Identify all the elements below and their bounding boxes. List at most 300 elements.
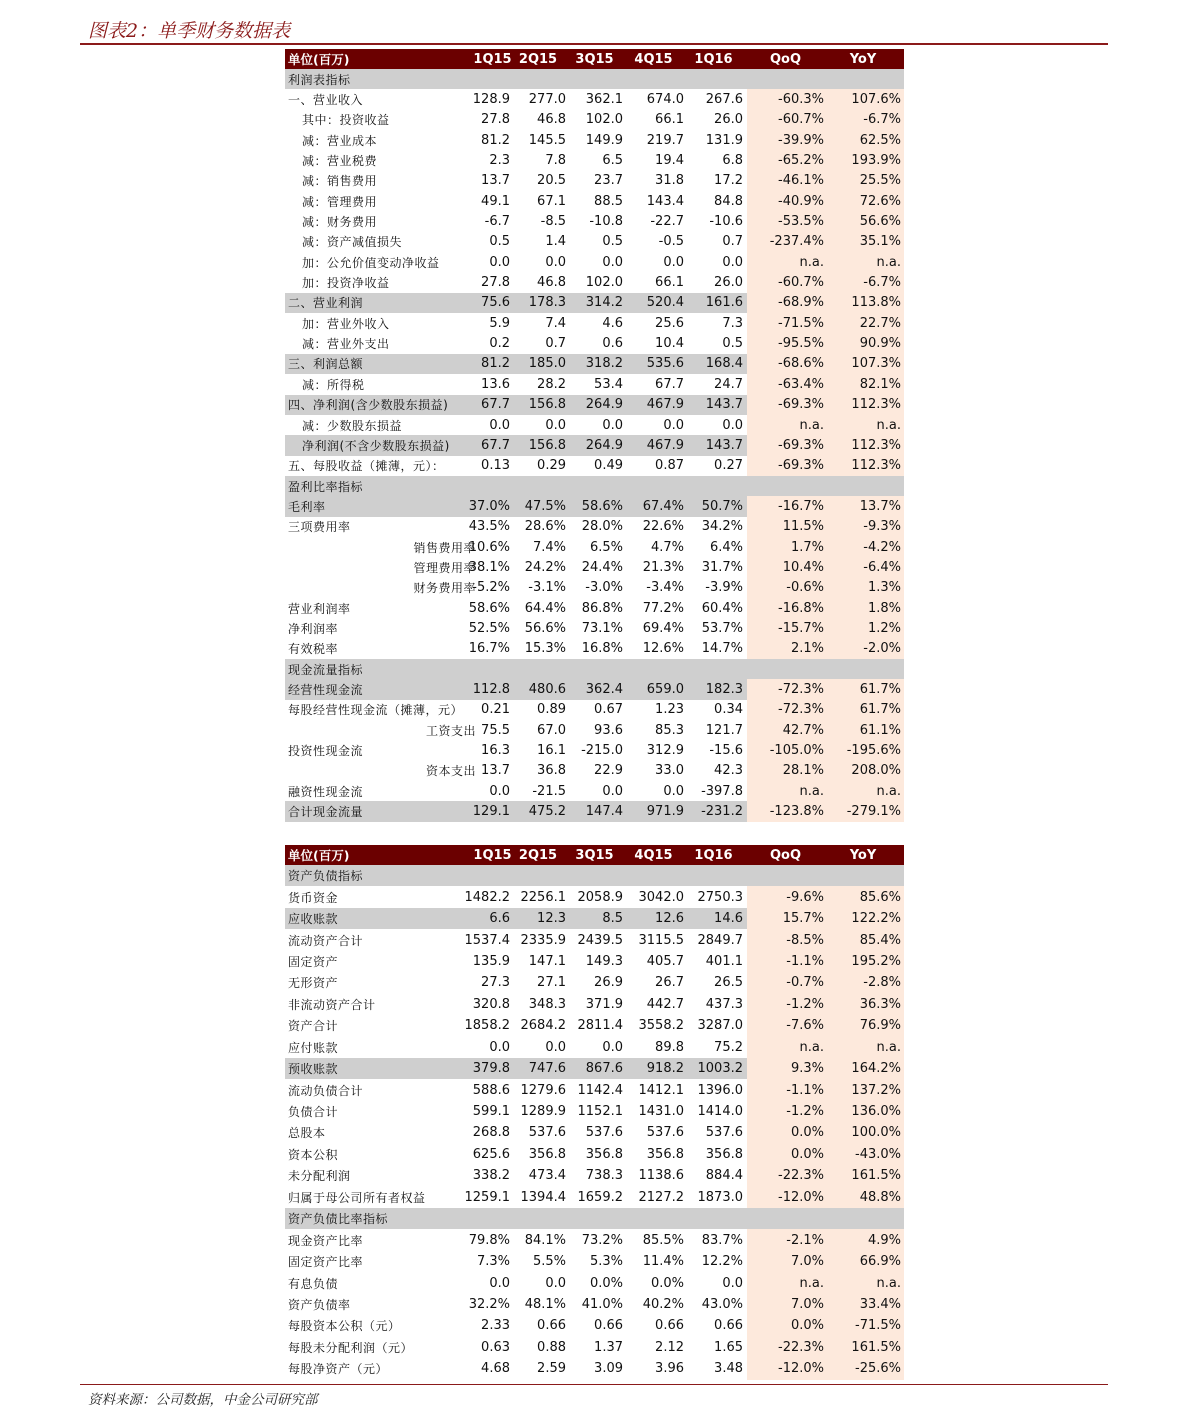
cell-qoq: -60.3% (778, 92, 824, 108)
section-label: 利润表指标 (288, 72, 351, 87)
cell-1q15: 379.8 (472, 1061, 510, 1077)
cell-2q15: 46.8 (537, 275, 566, 291)
cell-3q15: 2058.9 (577, 889, 623, 905)
cell-yoy: 66.9% (859, 1254, 901, 1270)
cell-4q15: 69.4% (642, 620, 684, 636)
cell-1q16: 83.7% (701, 1232, 743, 1248)
table-row (285, 1122, 904, 1143)
cell-yoy: -9.3% (863, 519, 901, 535)
cell-2q15: 0.7 (545, 336, 566, 352)
cell-1q16: 53.7% (701, 620, 743, 636)
row-label: 减：少数股东损益 (302, 418, 403, 433)
cell-1q15: 338.2 (472, 1168, 510, 1184)
cell-4q15: 89.8 (655, 1039, 684, 1055)
cell-yoy: 85.6% (859, 889, 901, 905)
cell-1q16: 0.66 (714, 1318, 743, 1334)
table-row (285, 1337, 904, 1358)
cell-4q15: 2.12 (655, 1339, 684, 1355)
table-row (285, 211, 904, 231)
cell-qoq: 15.7% (782, 911, 824, 927)
row-label: 加：投资净收益 (302, 276, 390, 291)
cell-yoy: n.a. (876, 1275, 901, 1291)
cell-qoq: -237.4% (769, 234, 824, 250)
cell-2q15: 156.8 (528, 397, 566, 413)
cell-2q15: 7.4% (532, 539, 566, 555)
cell-2q15: 0.29 (537, 458, 566, 474)
cell-1q15: 75.5 (481, 722, 510, 738)
cell-qoq: -40.9% (778, 193, 824, 209)
cell-yoy: 76.9% (859, 1018, 901, 1034)
cell-qoq: 9.3% (790, 1061, 824, 1077)
cell-1q15: 52.5% (468, 620, 510, 636)
cell-3q15: 2439.5 (577, 932, 623, 948)
cell-4q15: 1.23 (655, 702, 684, 718)
header-qoq: QoQ (769, 847, 802, 863)
cell-3q15: 738.3 (585, 1168, 623, 1184)
table-row (285, 1272, 904, 1293)
cell-3q15: 362.1 (585, 92, 623, 108)
cell-4q15: 3115.5 (638, 932, 684, 948)
cell-4q15: 520.4 (646, 295, 684, 311)
cell-1q15: 1858.2 (464, 1018, 510, 1034)
cell-1q16: 143.7 (705, 397, 743, 413)
cell-4q15: 66.1 (655, 112, 684, 128)
header-yoy: YoY (849, 51, 877, 67)
row-label: 流动资产合计 (288, 933, 364, 948)
table-row (285, 740, 904, 760)
header-4q15: 4Q15 (634, 847, 673, 863)
section-header-row (285, 1208, 904, 1229)
table-row (285, 557, 904, 577)
table-row (285, 313, 904, 333)
cell-1q16: 0.27 (714, 458, 743, 474)
cell-yoy: 22.7% (859, 315, 901, 331)
table-row (285, 374, 904, 394)
cell-1q15: 0.2 (489, 336, 510, 352)
section-header-row (285, 659, 904, 679)
cell-4q15: 0.0 (663, 254, 684, 270)
cell-4q15: 77.2% (642, 600, 684, 616)
cell-4q15: 467.9 (646, 437, 684, 453)
cell-1q16: 0.0 (722, 417, 743, 433)
cell-1q15: 0.0 (489, 1275, 510, 1291)
cell-2q15: 147.1 (528, 953, 566, 969)
cell-1q15: 268.8 (472, 1125, 510, 1141)
row-label: 三项费用率 (288, 520, 351, 535)
cell-1q15: 0.0 (489, 417, 510, 433)
cell-3q15: 58.6% (581, 498, 623, 514)
row-label: 管理费用率 (413, 560, 476, 575)
cell-qoq: -1.2% (786, 1104, 824, 1120)
cell-3q15: 102.0 (585, 275, 623, 291)
cell-yoy: 13.7% (859, 498, 901, 514)
row-label: 四、净利润(含少数股东损益) (288, 398, 449, 413)
cell-4q15: 1138.6 (638, 1168, 684, 1184)
table-row (285, 354, 904, 374)
cell-4q15: -3.4% (646, 580, 684, 596)
row-label: 一、营业收入 (288, 93, 364, 108)
cell-4q15: 40.2% (642, 1296, 684, 1312)
cell-qoq: -63.4% (778, 376, 824, 392)
header-yoy: YoY (849, 847, 877, 863)
cell-3q15: 362.4 (585, 681, 623, 697)
row-label: 预收账款 (288, 1062, 339, 1077)
table-row (285, 415, 904, 435)
table-row (285, 886, 904, 907)
row-label: 固定资产 (288, 954, 339, 969)
cell-yoy: 137.2% (851, 1082, 901, 1098)
cell-yoy: 164.2% (851, 1061, 901, 1077)
cell-3q15: 23.7 (594, 173, 623, 189)
cell-3q15: 93.6 (594, 722, 623, 738)
cell-yoy: 85.4% (859, 932, 901, 948)
row-label: 负债合计 (288, 1105, 339, 1120)
cell-2q15: 7.4 (545, 315, 566, 331)
header-2q15: 2Q15 (518, 847, 558, 863)
cell-1q16: 0.0 (722, 1275, 743, 1291)
cell-3q15: -10.8 (589, 214, 623, 230)
table-row (285, 232, 904, 252)
cell-1q16: 1414.0 (697, 1104, 743, 1120)
row-label: 无形资产 (288, 976, 339, 991)
cell-1q16: 0.34 (714, 702, 743, 718)
row-label: 资本支出 (425, 764, 476, 779)
row-label: 每股未分配利润（元） (288, 1340, 414, 1355)
row-label: 资本公积 (288, 1147, 339, 1162)
cell-1q16: -397.8 (701, 783, 743, 799)
cell-3q15: 2811.4 (577, 1018, 623, 1034)
cell-1q15: 67.7 (481, 437, 510, 453)
table-row (285, 252, 904, 272)
cell-2q15: 2335.9 (520, 932, 566, 948)
cell-1q16: 14.6 (714, 911, 743, 927)
cell-qoq: 10.4% (782, 559, 824, 575)
row-label: 减：财务费用 (302, 215, 378, 230)
cell-1q15: 13.6 (481, 376, 510, 392)
cell-qoq: -72.3% (778, 702, 824, 718)
cell-qoq: n.a. (799, 1039, 824, 1055)
cell-4q15: 3.96 (655, 1361, 684, 1377)
cell-3q15: 1.37 (594, 1339, 623, 1355)
cell-1q15: 129.1 (472, 804, 510, 820)
cell-1q15: 320.8 (472, 996, 510, 1012)
cell-2q15: 747.6 (528, 1061, 566, 1077)
cell-1q16: 26.5 (714, 975, 743, 991)
cell-yoy: n.a. (876, 254, 901, 270)
cell-yoy: 82.1% (859, 376, 901, 392)
row-label: 总股本 (288, 1126, 326, 1141)
table-row (285, 618, 904, 638)
cell-qoq: -16.7% (778, 498, 824, 514)
cell-1q15: -5.2% (472, 580, 510, 596)
cell-1q15: 1259.1 (464, 1189, 510, 1205)
cell-4q15: 3558.2 (638, 1018, 684, 1034)
table-row (285, 929, 904, 950)
cell-2q15: 67.0 (537, 722, 566, 738)
row-label: 合计现金流量 (288, 805, 364, 820)
cell-qoq: -95.5% (778, 336, 824, 352)
cell-2q15: 15.3% (524, 641, 566, 657)
cell-1q16: 26.0 (714, 275, 743, 291)
cell-4q15: 143.4 (646, 193, 684, 209)
cell-3q15: 149.9 (585, 132, 623, 148)
cell-3q15: 3.09 (594, 1361, 623, 1377)
table-row (285, 1144, 904, 1165)
cell-3q15: 867.6 (585, 1061, 623, 1077)
cell-1q16: 26.0 (714, 112, 743, 128)
cell-yoy: -279.1% (846, 804, 901, 820)
cell-1q16: 401.1 (705, 953, 743, 969)
cell-1q15: 13.7 (481, 173, 510, 189)
cell-3q15: 6.5% (589, 539, 623, 555)
row-label: 工资支出 (425, 723, 476, 738)
cell-4q15: 405.7 (646, 953, 684, 969)
header-1q15: 1Q15 (473, 51, 512, 67)
header-unit-label: 单位(百万) (288, 52, 350, 67)
cell-4q15: 4.7% (650, 539, 684, 555)
cell-3q15: 147.4 (585, 804, 623, 820)
cell-yoy: -6.7% (863, 275, 901, 291)
cell-4q15: 31.8 (655, 173, 684, 189)
cell-1q15: 1537.4 (464, 932, 510, 948)
cell-1q16: 1396.0 (697, 1082, 743, 1098)
cell-1q16: 84.8 (714, 193, 743, 209)
cell-3q15: 22.9 (594, 763, 623, 779)
cell-2q15: 47.5% (524, 498, 566, 514)
cell-2q15: 28.6% (524, 519, 566, 535)
cell-1q15: -6.7 (484, 214, 510, 230)
cell-3q15: 1152.1 (577, 1104, 623, 1120)
cell-yoy: 61.7% (859, 681, 901, 697)
table-row (285, 191, 904, 211)
cell-1q15: 13.7 (481, 763, 510, 779)
cell-qoq: -2.1% (786, 1232, 824, 1248)
cell-1q16: 1003.2 (697, 1061, 743, 1077)
row-label: 资产负债率 (288, 1297, 351, 1312)
cell-qoq: 7.0% (790, 1254, 824, 1270)
cell-yoy: 61.1% (859, 722, 901, 738)
header-3q15: 3Q15 (575, 51, 614, 67)
section-label: 资产负债指标 (288, 869, 364, 884)
row-label: 每股资本公积（元） (288, 1319, 401, 1334)
cell-yoy: 33.4% (859, 1296, 901, 1312)
section-header-row (285, 69, 904, 89)
row-label: 融资性现金流 (288, 784, 364, 799)
cell-1q16: -231.2 (701, 804, 743, 820)
cell-1q15: 79.8% (468, 1232, 510, 1248)
cell-1q16: 14.7% (701, 641, 743, 657)
cell-1q15: 37.0% (468, 498, 510, 514)
cell-1q15: 2.33 (481, 1318, 510, 1334)
cell-qoq: -7.6% (786, 1018, 824, 1034)
table-row (285, 130, 904, 150)
cell-qoq: -0.6% (786, 580, 824, 596)
cell-qoq: n.a. (799, 417, 824, 433)
cell-4q15: 2127.2 (638, 1189, 684, 1205)
cell-1q15: 27.8 (481, 112, 510, 128)
table-row (285, 517, 904, 537)
cell-4q15: -0.5 (658, 234, 684, 250)
cell-qoq: -12.0% (778, 1189, 824, 1205)
cell-1q16: 7.3 (722, 315, 743, 331)
cell-1q16: 6.8 (722, 153, 743, 169)
cell-3q15: 41.0% (581, 1296, 623, 1312)
cell-1q16: 50.7% (701, 498, 743, 514)
cell-2q15: 67.1 (537, 193, 566, 209)
cell-4q15: -22.7 (650, 214, 684, 230)
cell-qoq: 0.0% (790, 1146, 824, 1162)
cell-3q15: 24.4% (581, 559, 623, 575)
cell-yoy: -195.6% (846, 743, 901, 759)
table-row (285, 1294, 904, 1315)
cell-yoy: 113.8% (851, 295, 901, 311)
table-row (285, 89, 904, 109)
cell-1q15: 112.8 (472, 681, 510, 697)
table-row (285, 972, 904, 993)
cell-1q16: 267.6 (705, 92, 743, 108)
cell-3q15: 0.67 (594, 702, 623, 718)
cell-qoq: -46.1% (778, 173, 824, 189)
cell-yoy: 61.7% (859, 702, 901, 718)
cell-qoq: -60.7% (778, 112, 824, 128)
cell-1q15: 38.1% (468, 559, 510, 575)
header-1q15: 1Q15 (473, 847, 512, 863)
cell-4q15: 33.0 (655, 763, 684, 779)
cell-4q15: 85.5% (642, 1232, 684, 1248)
cell-yoy: 56.6% (859, 214, 901, 230)
cell-4q15: 0.0 (663, 783, 684, 799)
cell-4q15: 537.6 (646, 1125, 684, 1141)
cell-2q15: 84.1% (524, 1232, 566, 1248)
cell-3q15: 6.5 (602, 153, 623, 169)
row-label: 财务费用率 (413, 581, 476, 596)
header-unit-label: 单位(百万) (288, 848, 350, 863)
row-label: 现金资产比率 (288, 1233, 364, 1248)
cell-yoy: 112.3% (851, 397, 901, 413)
table-row (285, 293, 904, 313)
cell-1q15: 0.21 (481, 702, 510, 718)
cell-qoq: 42.7% (782, 722, 824, 738)
cell-1q16: 356.8 (705, 1146, 743, 1162)
table-row (285, 110, 904, 130)
cell-yoy: -2.8% (863, 975, 901, 991)
cell-qoq: -1.1% (786, 953, 824, 969)
cell-2q15: 16.1 (537, 743, 566, 759)
cell-1q16: 12.2% (701, 1254, 743, 1270)
cell-qoq: -71.5% (778, 315, 824, 331)
cell-1q16: 2750.3 (697, 889, 743, 905)
cell-4q15: 21.3% (642, 559, 684, 575)
cell-yoy: 4.9% (867, 1232, 901, 1248)
cell-2q15: -8.5 (540, 214, 566, 230)
table-row (285, 1058, 904, 1079)
cell-1q15: 6.6 (489, 911, 510, 927)
cell-qoq: -60.7% (778, 275, 824, 291)
bottom-rule (80, 1384, 1108, 1385)
header-1q16: 1Q16 (694, 51, 733, 67)
row-label: 净利润率 (288, 621, 339, 636)
table-row (285, 1165, 904, 1186)
header-qoq: QoQ (769, 51, 802, 67)
cell-qoq: 11.5% (782, 519, 824, 535)
cell-3q15: 88.5 (594, 193, 623, 209)
cell-yoy: 48.8% (859, 1189, 901, 1205)
table-row (285, 456, 904, 476)
header-1q16: 1Q16 (694, 847, 733, 863)
cell-1q16: 2849.7 (697, 932, 743, 948)
cell-3q15: 1659.2 (577, 1189, 623, 1205)
cell-yoy: -4.2% (863, 539, 901, 555)
section-label: 资产负债比率指标 (288, 1212, 389, 1227)
cell-4q15: 25.6 (655, 315, 684, 331)
cell-yoy: -6.4% (863, 559, 901, 575)
cell-2q15: 0.0 (545, 417, 566, 433)
cell-1q16: 6.4% (709, 539, 743, 555)
cell-4q15: 0.0% (650, 1275, 684, 1291)
table-row (285, 1251, 904, 1272)
row-label: 流动负债合计 (288, 1083, 364, 1098)
cell-1q15: 0.5 (489, 234, 510, 250)
cell-1q16: 43.0% (701, 1296, 743, 1312)
cell-4q15: 674.0 (646, 92, 684, 108)
cell-1q15: 2.3 (489, 153, 510, 169)
cell-yoy: 1.8% (867, 600, 901, 616)
cell-1q16: 34.2% (701, 519, 743, 535)
cell-2q15: 537.6 (528, 1125, 566, 1141)
row-label: 减：管理费用 (302, 194, 378, 209)
cell-4q15: 19.4 (655, 153, 684, 169)
cell-1q15: 10.6% (468, 539, 510, 555)
cell-1q16: 42.3 (714, 763, 743, 779)
cell-2q15: 46.8 (537, 112, 566, 128)
cell-1q16: -3.9% (705, 580, 743, 596)
cell-qoq: -65.2% (778, 153, 824, 169)
row-label: 其中：投资收益 (302, 113, 390, 128)
cell-4q15: 67.4% (642, 498, 684, 514)
row-label: 减：销售费用 (302, 174, 378, 189)
cell-qoq: -105.0% (769, 743, 824, 759)
cell-yoy: 25.5% (859, 173, 901, 189)
cell-2q15: 0.0 (545, 1039, 566, 1055)
row-label: 加：营业外收入 (302, 316, 390, 331)
cell-1q16: 143.7 (705, 437, 743, 453)
cell-1q16: 75.2 (714, 1039, 743, 1055)
cell-2q15: 2684.2 (520, 1018, 566, 1034)
row-label: 净利润(不含少数股东损益) (302, 438, 450, 453)
cell-3q15: 28.0% (581, 519, 623, 535)
cell-3q15: 0.66 (594, 1318, 623, 1334)
table-row (285, 1358, 904, 1379)
cell-2q15: 475.2 (528, 804, 566, 820)
cell-yoy: -25.6% (855, 1361, 901, 1377)
cell-2q15: 27.1 (537, 975, 566, 991)
cell-qoq: 7.0% (790, 1296, 824, 1312)
row-label: 减：资产减值损失 (302, 235, 403, 250)
table-row (285, 435, 904, 455)
table-row (285, 1015, 904, 1036)
cell-2q15: 56.6% (524, 620, 566, 636)
cell-2q15: 28.2 (537, 376, 566, 392)
table-row (285, 171, 904, 191)
cell-2q15: 156.8 (528, 437, 566, 453)
cell-4q15: 918.2 (646, 1061, 684, 1077)
table-row (285, 333, 904, 353)
cell-yoy: -6.7% (863, 112, 901, 128)
cell-2q15: 2256.1 (520, 889, 566, 905)
cell-1q15: 27.3 (481, 975, 510, 991)
cell-1q16: 0.5 (722, 336, 743, 352)
cell-4q15: 10.4 (655, 336, 684, 352)
